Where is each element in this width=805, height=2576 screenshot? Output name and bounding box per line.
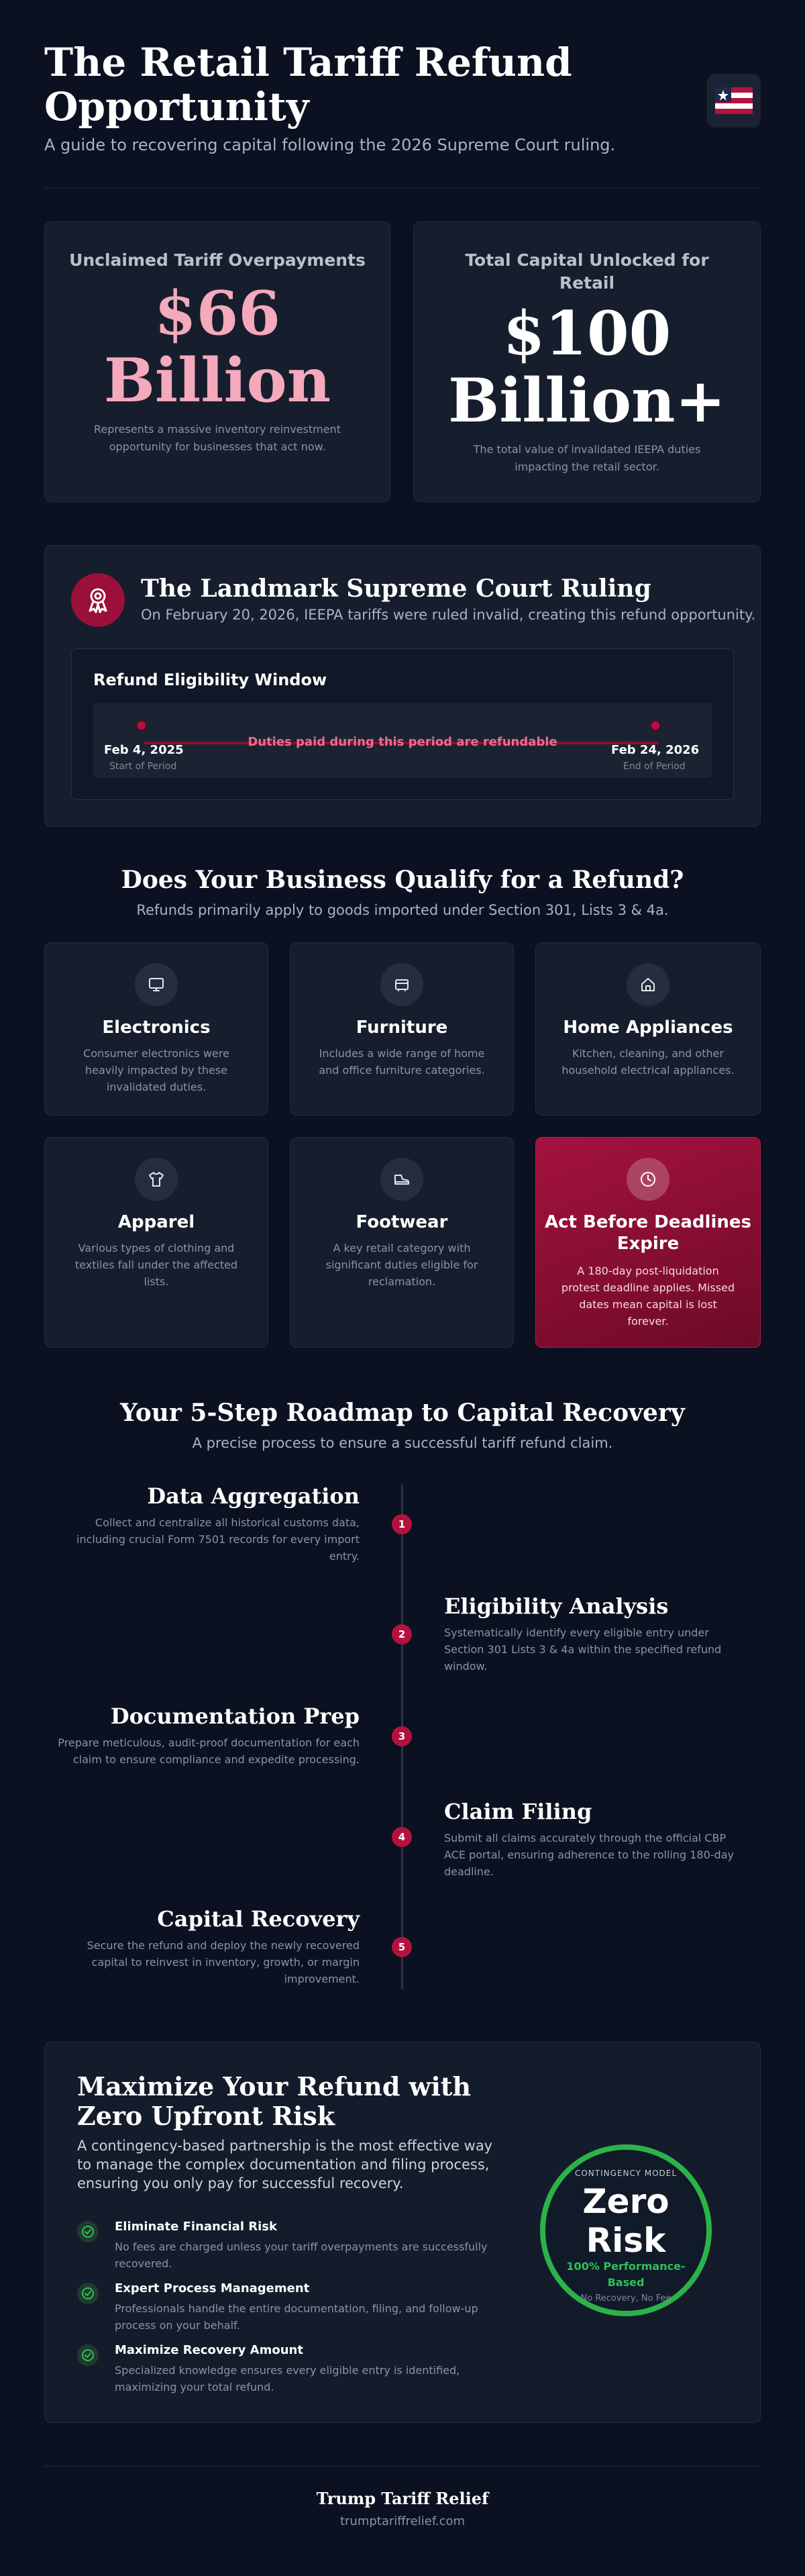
roadmap-subtitle: A precise process to ensure a successful tariff refund claim. [192, 1435, 613, 1451]
step-number: 5 [392, 1937, 412, 1957]
category-title: Electronics [102, 1018, 211, 1038]
category-description: A key retail category with significant duties eligible for reclamation. [325, 1242, 478, 1288]
step-number: 2 [392, 1624, 412, 1644]
monitor-icon [135, 963, 178, 1006]
feature-description: Specialized knowledge ensures every eligible entry is identified, maximizing your total refund. [115, 2364, 460, 2393]
us-flag-icon [707, 74, 761, 128]
feature-description: No fees are charged unless your tariff overpayments are successfully recovered. [115, 2240, 488, 2270]
step-title: Claim Filing [444, 1799, 592, 1824]
category-description: A 180-day post-liquidation protest deadline applies. Missed dates mean capital is lost forever. [561, 1265, 735, 1328]
qualify-title: Does Your Business Qualify for a Refund? [121, 866, 684, 894]
check-circle-icon [77, 2283, 99, 2304]
step-number: 3 [392, 1726, 412, 1746]
category-description: Various types of clothing and textiles fall under the affected lists. [74, 1242, 238, 1288]
category-description: Consumer electronics were heavily impacted by these invalidated duties. [83, 1047, 229, 1093]
feature-title: Eliminate Financial Risk [115, 2220, 277, 2234]
zero-risk-card [44, 2042, 761, 2423]
timeline-start-dot [136, 720, 147, 731]
page-subtitle: A guide to recovering capital following the 2026 Supreme Court ruling. [44, 136, 616, 154]
step-number: 1 [392, 1514, 412, 1534]
badge-main-text: Zero Risk [582, 2182, 669, 2260]
category-card-electronics [44, 942, 268, 1116]
risk-title: Maximize Your Refund with Zero Upfront Risk [77, 2071, 471, 2131]
feature-title: Maximize Recovery Amount [115, 2343, 303, 2357]
ruling-title: The Landmark Supreme Court Ruling [141, 575, 651, 603]
footer-title: Trump Tariff Relief [316, 2489, 489, 2508]
category-title: Home Appliances [563, 1018, 733, 1038]
qualify-subtitle: Refunds primarily apply to goods imported under Section 301, Lists 3 & 4a. [136, 902, 669, 918]
timeline-start-date: Feb 4, 2025 [104, 743, 184, 757]
category-card-home-appliances [535, 942, 761, 1116]
timeline-end-dot [650, 720, 661, 731]
step-description: Collect and centralize all historical customs data, including crucial Form 7501 records for every import entry. [76, 1516, 360, 1563]
step-title: Documentation Prep [110, 1703, 360, 1729]
category-description: Includes a wide range of home and office furniture categories. [319, 1047, 485, 1077]
roadmap-title: Your 5-Step Roadmap to Capital Recovery [120, 1399, 685, 1427]
house-icon [627, 963, 669, 1006]
header-divider [44, 188, 761, 189]
sofa-icon [380, 963, 423, 1006]
check-circle-icon [77, 2344, 99, 2366]
shoe-icon [380, 1158, 423, 1201]
timeline-start-caption: Start of Period [109, 761, 177, 772]
stat-description: Represents a massive inventory reinvestment opportunity for businesses that act now. [94, 423, 341, 453]
stat-card-overpayments [44, 221, 390, 502]
eligibility-timeline [93, 703, 712, 778]
ruling-subtitle: On February 20, 2026, IEEPA tariffs were ruled invalid, creating this refund opportunity. [141, 607, 756, 623]
eligibility-window-title: Refund Eligibility Window [93, 671, 327, 689]
badge-highlight: 100% Performance-Based [566, 2260, 686, 2289]
stat-card-capital [413, 221, 761, 502]
step-description: Prepare meticulous, audit-proof documentation for each claim to ensure compliance and expedite processing. [58, 1736, 360, 1766]
category-title: Apparel [117, 1212, 195, 1232]
timeline-end-date: Feb 24, 2026 [611, 743, 700, 757]
eligibility-window [71, 648, 734, 800]
stat-label: Total Capital Unlocked for Retail [465, 250, 709, 293]
category-description: Kitchen, cleaning, and other household electrical appliances. [561, 1047, 735, 1077]
shirt-icon [135, 1158, 178, 1201]
stat-value: $100 Billion+ [448, 298, 726, 436]
step-title: Data Aggregation [147, 1483, 360, 1509]
footer-link[interactable]: trumptariffrelief.com [339, 2514, 466, 2528]
award-ribbon-icon [71, 573, 125, 627]
category-title: Furniture [356, 1018, 448, 1038]
step-description: Secure the refund and deploy the newly recovered capital to reinvest in inventory, growth, or margin improvement. [87, 1939, 360, 1985]
step-title: Eligibility Analysis [444, 1593, 669, 1619]
badge-top-label: CONTINGENCY MODEL [574, 2169, 678, 2178]
deadline-alert-card [535, 1137, 761, 1348]
timeline-end-caption: End of Period [623, 761, 686, 772]
category-title: Act Before Deadlines Expire [545, 1212, 751, 1254]
feature-description: Professionals handle the entire documentation, filing, and follow-up process on your behalf. [115, 2302, 478, 2332]
page-title: The Retail Tariff Refund Opportunity [44, 40, 572, 130]
category-card-apparel [44, 1137, 268, 1348]
timeline-middle-text: Duties paid during this period are refundable [248, 735, 557, 749]
stat-value: $66 Billion [103, 278, 331, 416]
clock-icon [627, 1158, 669, 1201]
stat-label: Unclaimed Tariff Overpayments [69, 250, 366, 270]
zero-risk-badge [540, 2144, 712, 2316]
step-title: Capital Recovery [157, 1906, 360, 1932]
step-description: Systematically identify every eligible entry under Section 301 Lists 3 & 4a within the specified refund window. [444, 1626, 722, 1673]
step-number: 4 [392, 1827, 412, 1847]
badge-footnote: No Recovery, No Fee [580, 2293, 672, 2303]
feature-title: Expert Process Management [115, 2281, 310, 2295]
category-title: Footwear [356, 1212, 448, 1232]
stat-description: The total value of invalidated IEEPA duties impacting the retail sector. [473, 443, 701, 473]
category-card-footwear [290, 1137, 514, 1348]
step-description: Submit all claims accurately through the official CBP ACE portal, ensuring adherence to the rolling 180-day deadline. [444, 1832, 734, 1878]
footer-divider [44, 2466, 761, 2467]
category-card-furniture [290, 942, 514, 1116]
check-circle-icon [77, 2221, 99, 2242]
risk-intro: A contingency-based partnership is the most effective way to manage the complex documentation and filing process, ensuring you only pay for successful recovery. [77, 2138, 493, 2191]
